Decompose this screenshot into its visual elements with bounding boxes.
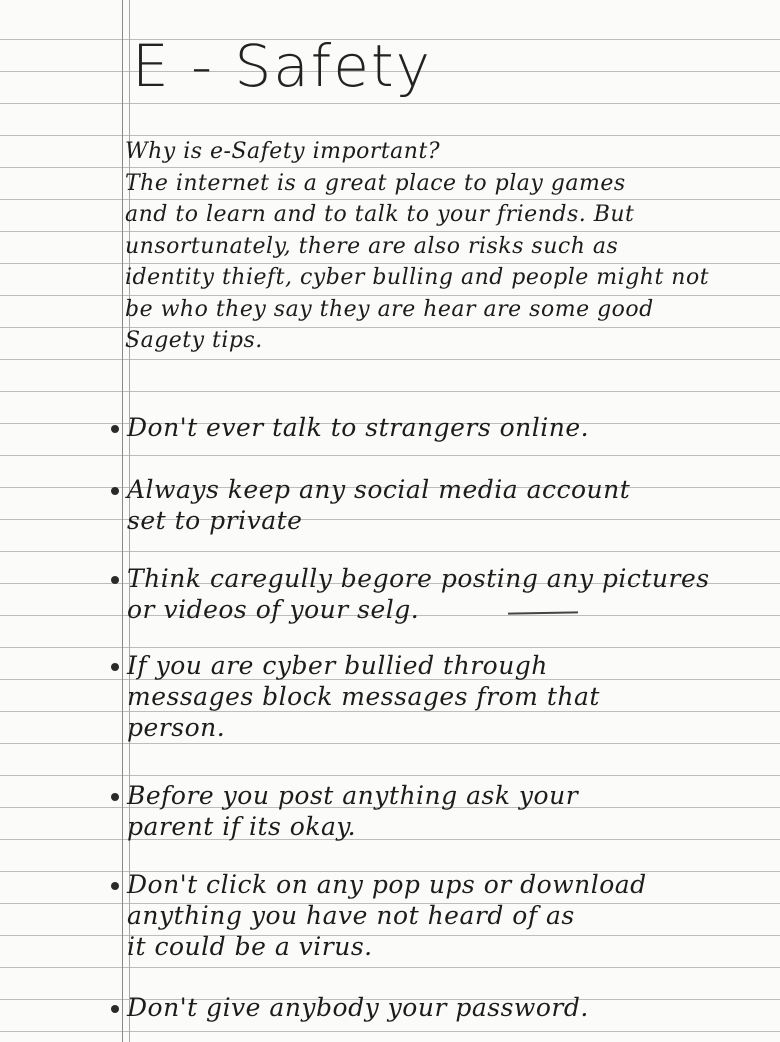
tip-line: parent if its okay. bbox=[127, 812, 357, 841]
intro-line: be who they say they are hear are some good bbox=[125, 297, 654, 322]
intro-line: identity thieft, cyber bulling and people might not bbox=[125, 265, 710, 290]
tip-line: Don't click on any pop ups or download bbox=[127, 870, 647, 899]
tip-line: anything you have not heard of as bbox=[127, 901, 575, 930]
intro-line: unsortunately, there are also risks such as bbox=[125, 234, 619, 259]
bullet-point bbox=[111, 663, 119, 671]
underline-scribble bbox=[508, 611, 578, 614]
tip-line: Think caregully begore posting any pictures bbox=[127, 564, 710, 593]
intro-line: Sagety tips. bbox=[125, 328, 263, 353]
tip-line: set to private bbox=[127, 506, 303, 535]
tip-line: it could be a virus. bbox=[127, 932, 373, 961]
intro-line: and to learn and to talk to your friends. But bbox=[125, 202, 635, 227]
tip-line: Don't ever talk to strangers online. bbox=[127, 413, 590, 442]
tip-line: Always keep any social media account bbox=[127, 475, 631, 504]
bullet-point bbox=[111, 1005, 119, 1013]
tip-line: Before you post anything ask your bbox=[127, 781, 579, 810]
page-title: E - Safety bbox=[132, 32, 432, 100]
bullet-point bbox=[111, 882, 119, 890]
tip-line: or videos of your selg. bbox=[127, 595, 420, 624]
bullet-point bbox=[111, 576, 119, 584]
bullet-point bbox=[111, 793, 119, 801]
tip-line: If you are cyber bullied through bbox=[127, 651, 548, 680]
margin-line bbox=[122, 0, 123, 1042]
tip-line: Don't give anybody your password. bbox=[127, 993, 589, 1022]
tip-line: person. bbox=[127, 713, 226, 742]
bullet-point bbox=[111, 487, 119, 495]
intro-line: The internet is a great place to play games bbox=[125, 171, 626, 196]
intro-question: Why is e-Safety important? bbox=[125, 139, 441, 164]
bullet-point bbox=[111, 425, 119, 433]
tip-line: messages block messages from that bbox=[127, 682, 600, 711]
